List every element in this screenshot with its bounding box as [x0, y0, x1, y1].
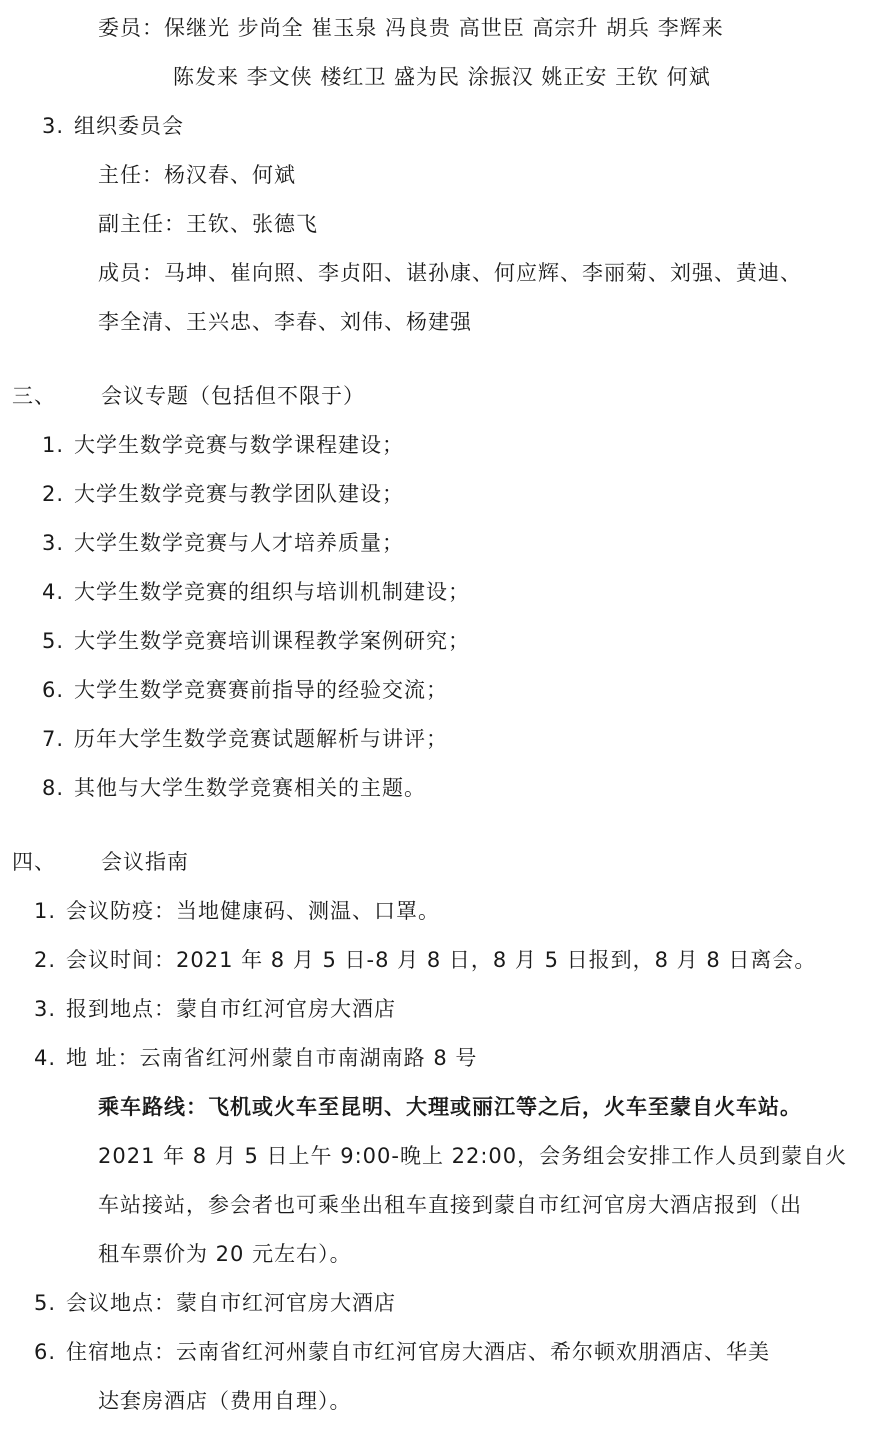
list-number: 4. — [33, 1046, 56, 1070]
list-text: 住宿地点：云南省红河州蒙自市红河官房大酒店、希尔顿欢朋酒店、华美 — [66, 1340, 770, 1364]
list-number: 1. — [33, 899, 56, 923]
list-number: 6. — [33, 1340, 56, 1364]
org-director: 主任：杨汉春、何斌 — [98, 163, 296, 187]
list-number: 3. — [41, 531, 64, 555]
list-number: 5. — [33, 1291, 56, 1315]
list-text: 会议防疫：当地健康码、测温、口罩。 — [66, 899, 440, 923]
list-text: 大学生数学竞赛赛前指导的经验交流； — [74, 678, 448, 702]
list-number: 4. — [41, 580, 64, 604]
list-number: 7. — [41, 727, 64, 751]
members-label: 委员： — [98, 16, 164, 40]
list-number: 2. — [33, 948, 56, 972]
list-number: 3. — [41, 114, 64, 138]
section-title: 会议专题（包括但不限于） — [101, 384, 365, 408]
list-item — [30, 675, 448, 705]
org-committee-title: 组织委员会 — [74, 114, 184, 138]
members-names: 保继光 步尚全 崔玉泉 冯良贵 高世臣 高宗升 胡兵 李辉来 — [164, 16, 724, 40]
list-number: 2. — [41, 482, 64, 506]
list-number: 6. — [41, 678, 64, 702]
list-number: 8. — [41, 776, 64, 800]
org-members-line-1: 成员：马坤、崔向照、李贞阳、谌孙康、何应辉、李丽菊、刘强、黄迪、 — [98, 261, 802, 285]
section-number: 四、 — [12, 850, 56, 874]
list-text: 报到地点：蒙自市红河官房大酒店 — [66, 997, 396, 1021]
org-committee-heading — [30, 111, 184, 141]
list-item — [22, 1043, 477, 1073]
route-text-line-3: 租车票价为 20 元左右）。 — [98, 1242, 352, 1266]
org-vice-director: 副主任：王钦、张德飞 — [98, 212, 318, 236]
section-number: 三、 — [12, 384, 56, 408]
list-text: 历年大学生数学竞赛试题解析与讲评； — [74, 727, 448, 751]
committee-members-line-1 — [98, 13, 724, 43]
list-item — [30, 577, 470, 607]
list-item — [30, 528, 404, 558]
lodging-text-line-2: 达套房酒店（费用自理）。 — [98, 1389, 352, 1413]
list-item — [30, 773, 426, 803]
list-text: 大学生数学竞赛培训课程教学案例研究； — [74, 629, 470, 653]
list-text: 其他与大学生数学竞赛相关的主题。 — [74, 776, 426, 800]
section-4-heading — [12, 847, 189, 877]
route-heading: 乘车路线：飞机或火车至昆明、大理或丽江等之后，火车至蒙自火车站。 — [98, 1095, 802, 1119]
list-text: 会议时间：2021 年 8 月 5 日-8 月 8 日，8 月 5 日报到，8 月 8 日离会。 — [66, 948, 817, 972]
list-number: 1. — [41, 433, 64, 457]
list-item — [22, 1337, 770, 1367]
list-item — [22, 994, 396, 1024]
list-text: 地 址：云南省红河州蒙自市南湖南路 8 号 — [66, 1046, 478, 1070]
committee-members-line-2: 陈发来 李文侠 楼红卫 盛为民 涂振汉 姚正安 王钦 何斌 — [173, 65, 711, 89]
list-number: 3. — [33, 997, 56, 1021]
section-3-heading — [12, 381, 365, 411]
list-text: 大学生数学竞赛与人才培养质量； — [74, 531, 404, 555]
list-item — [30, 724, 448, 754]
list-text: 大学生数学竞赛与教学团队建设； — [74, 482, 404, 506]
org-members-line-2: 李全清、王兴忠、李春、刘伟、杨建强 — [98, 310, 472, 334]
list-item — [22, 896, 440, 926]
route-text-line-1: 2021 年 8 月 5 日上午 9:00-晚上 22:00，会务组会安排工作人员到蒙自火 — [98, 1144, 848, 1168]
list-text: 大学生数学竞赛与数学课程建设； — [74, 433, 404, 457]
list-number: 5. — [41, 629, 64, 653]
list-item — [22, 945, 816, 975]
list-text: 大学生数学竞赛的组织与培训机制建设； — [74, 580, 470, 604]
list-text: 会议地点：蒙自市红河官房大酒店 — [66, 1291, 396, 1315]
route-text-line-2: 车站接站，参会者也可乘坐出租车直接到蒙自市红河官房大酒店报到（出 — [98, 1193, 802, 1217]
list-item — [30, 626, 470, 656]
section-title: 会议指南 — [101, 850, 189, 874]
list-item — [30, 479, 404, 509]
list-item — [22, 1288, 396, 1318]
list-item — [30, 430, 404, 460]
